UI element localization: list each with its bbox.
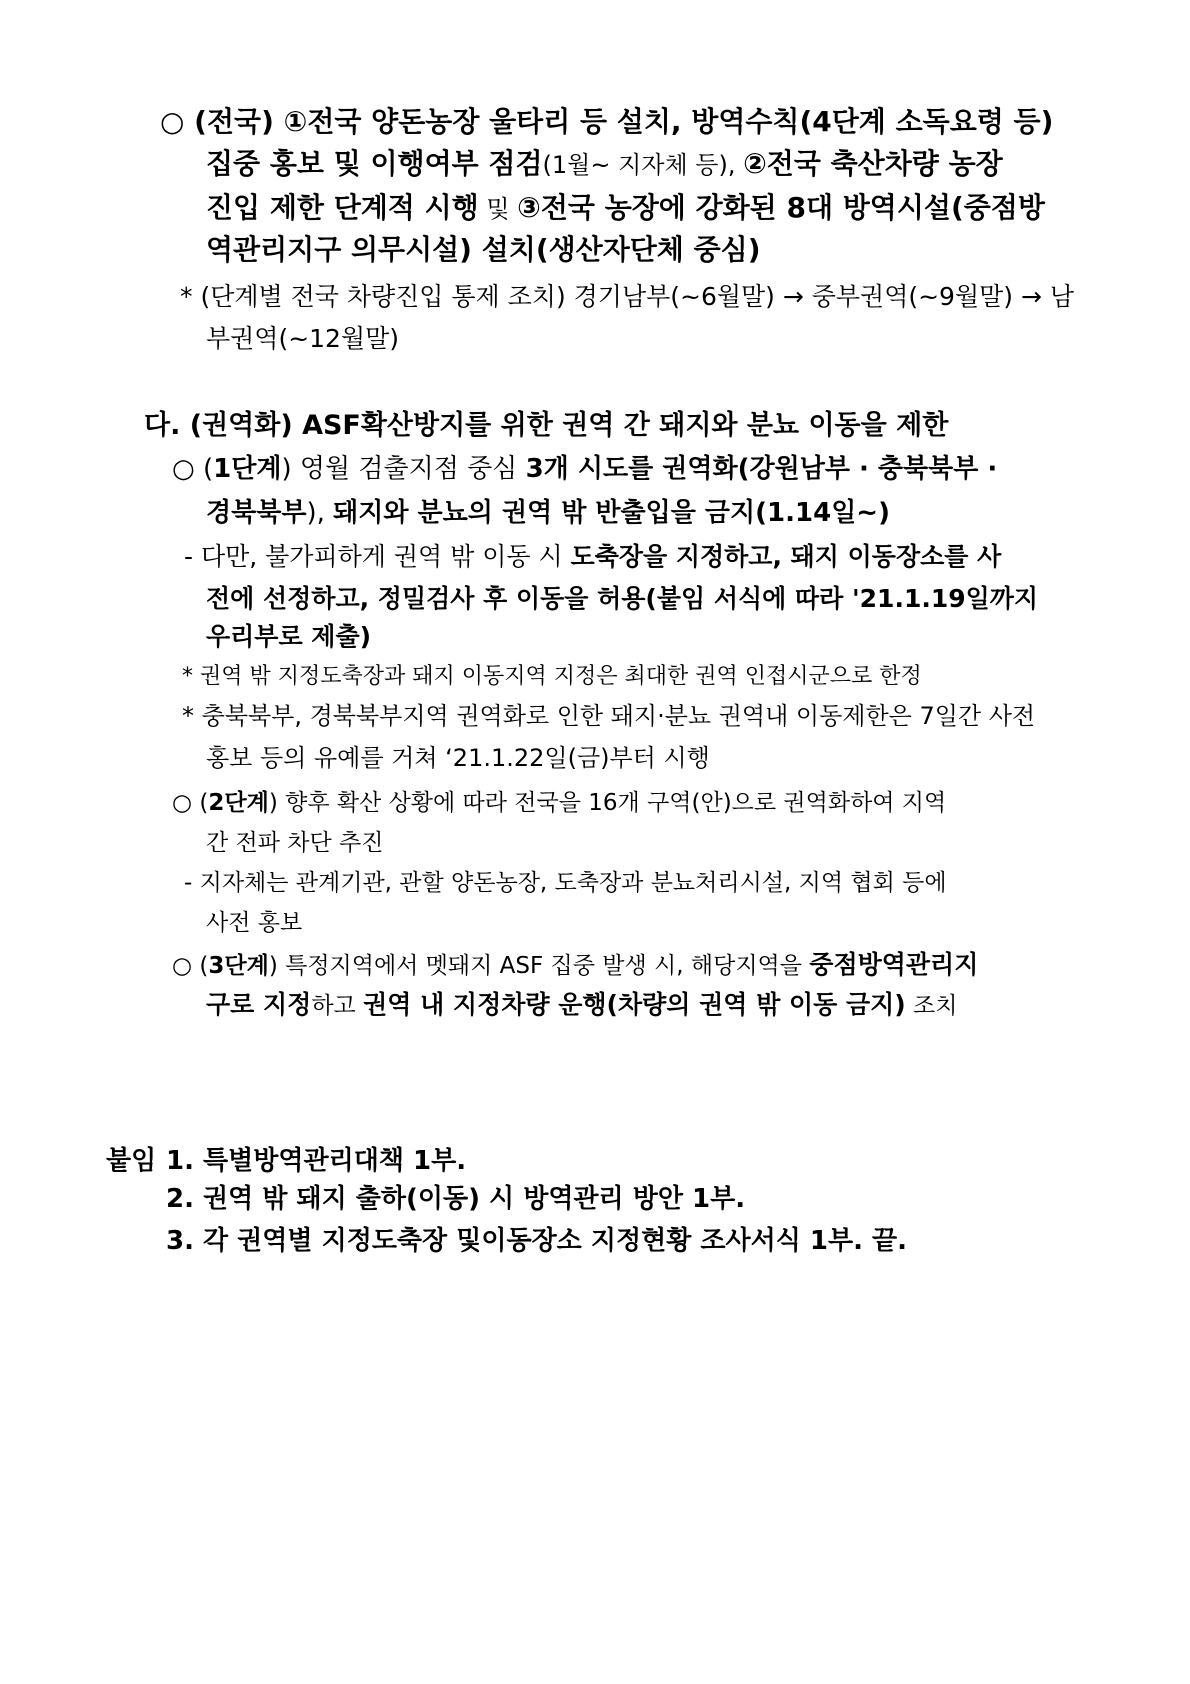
section-da-heading — [144, 412, 948, 439]
dash1-line-2-text: 전에 선정하고, 정밀검사 후 이동을 허용(붙임 서식에 따라 '21.1.19일까지 — [206, 584, 1039, 613]
step3-line-1-mid: ) 특정지역에서 멧돼지 ASF 집중 발생 시, 해당지역을 — [268, 953, 810, 979]
national-line-2 — [206, 147, 1003, 180]
step2-line-1-rest: ) 향후 확산 상황에 따라 전국을 16개 구역(안)으로 권역화하여 지역 — [268, 790, 947, 816]
dash1-line-2 — [206, 586, 1038, 611]
national-line-3 — [206, 191, 1045, 224]
dash2-line-1-text: - 지자체는 관계기관, 관할 양돈농장, 도축장과 분뇨처리시설, 지역 협회 등에 — [184, 870, 947, 896]
national-line-1-text: ○ (전국) ①전국 양돈농장 울타리 등 설치, 방역수칙(4단계 소독요령 등) — [160, 105, 1054, 138]
note-regional-cont-text: 홍보 등의 유예를 거쳐 ‘21.1.22일(금)부터 시행 — [206, 744, 710, 772]
national-line-3-b: 및 — [478, 195, 518, 223]
step3-line-2-c: 권역 내 지정차량 운행(차량의 권역 밖 이동 금지) — [363, 990, 906, 1019]
national-note-text: * (단계별 전국 차량진입 통제 조치) 경기남부(~6월말) → 중부권역(~9월말) → 남 — [180, 282, 1074, 311]
attachment-item-2 — [166, 1186, 745, 1212]
national-line-1 — [160, 105, 1054, 138]
national-line-2-a: 집중 홍보 및 이행여부 점검 — [206, 147, 543, 180]
step1-line-2-a: 경북북부 — [206, 498, 307, 528]
dash2-line-2 — [206, 912, 302, 935]
national-line-4-text: 역관리지구 의무시설) 설치(생산자단체 중심) — [206, 233, 761, 266]
dash1-line-1-b: 도축장을 지정하고, 돼지 이동장소를 사 — [570, 542, 1002, 571]
dash1-line-3 — [206, 624, 371, 649]
dash1-line-1 — [184, 544, 1001, 569]
national-line-3-a: 진입 제한 단계적 시행 — [206, 191, 479, 224]
step2-line-2 — [206, 832, 383, 855]
step1-line-1-end: 3개 시도를 권역화(강원남부 · 충북북부 · — [525, 454, 998, 484]
attachment-item-3 — [166, 1228, 907, 1254]
dash1-line-1-a: - 다만, 불가피하게 권역 밖 이동 시 — [184, 542, 571, 571]
national-line-4 — [206, 233, 761, 266]
step2-line-2-text: 간 전파 차단 추진 — [206, 830, 384, 856]
note-designated-text: * 권역 밖 지정도축장과 돼지 이동지역 지정은 최대한 권역 인접시군으로 한정 — [182, 664, 922, 689]
step2-bullet: ○ ( — [172, 790, 209, 816]
note-regional — [182, 704, 1035, 728]
step3-line-1 — [172, 952, 978, 978]
step3-line-2-d: 조치 — [905, 993, 958, 1019]
national-note — [180, 284, 1074, 309]
dash1-line-3-text: 우리부로 제출) — [206, 622, 372, 651]
dash2-line-1 — [184, 872, 947, 895]
attachment-item-1 — [166, 1148, 466, 1174]
step1-line-2-b: ), — [306, 498, 334, 528]
step1-line-2-c: 돼지와 분뇨의 권역 밖 반출입을 금지(1.14일~) — [333, 498, 890, 528]
national-line-3-c: ③전국 농장에 강화된 8대 방역시설(중점방 — [517, 191, 1045, 224]
attachment-item-1-text: 1. 특별방역관리대책 1부. — [166, 1146, 467, 1176]
note-regional-text: * 충북북부, 경북북부지역 권역화로 인한 돼지·분뇨 권역내 이동제한은 7일간 사전 — [182, 702, 1036, 730]
step1-line-1-mid: ) 영월 검출지점 중심 — [281, 454, 526, 484]
step1-bullet: ○ ( — [172, 454, 214, 484]
national-line-2-b: (1월~ 지자체 등), — [542, 151, 744, 179]
step3-line-2-a: 구로 지정 — [206, 990, 312, 1019]
attachment-item-3-text: 3. 각 권역별 지정도축장 및이동장소 지정현황 조사서식 1부. 끝. — [166, 1226, 908, 1256]
attachment-item-2-text: 2. 권역 밖 돼지 출하(이동) 시 방역관리 방안 1부. — [166, 1184, 746, 1214]
step2-label: 2단계 — [208, 790, 269, 816]
step2-line-1 — [172, 792, 946, 815]
step3-line-2 — [206, 992, 957, 1018]
step1-line-2 — [206, 500, 890, 526]
national-line-2-c: ②전국 축산차량 농장 — [743, 147, 1003, 180]
dash2-line-2-text: 사전 홍보 — [206, 910, 303, 936]
step3-bullet: ○ ( — [172, 953, 209, 979]
step1-label: 1단계 — [213, 454, 282, 484]
section-da-heading-text: 다. (권역화) ASF확산방지를 위한 권역 간 돼지와 분뇨 이동을 제한 — [144, 410, 949, 441]
step3-line-1-end: 중점방역관리지 — [809, 950, 979, 979]
step1-line-1 — [172, 456, 997, 482]
national-note-cont-text: 부권역(~12월말) — [206, 324, 400, 353]
attachments-label-text: 붙임 — [106, 1146, 157, 1176]
attachments-label — [106, 1148, 156, 1174]
step3-line-2-b: 하고 — [311, 993, 364, 1019]
step3-label: 3단계 — [208, 953, 269, 979]
note-designated — [182, 666, 922, 688]
note-regional-cont — [206, 746, 710, 770]
national-note-cont — [206, 326, 399, 351]
